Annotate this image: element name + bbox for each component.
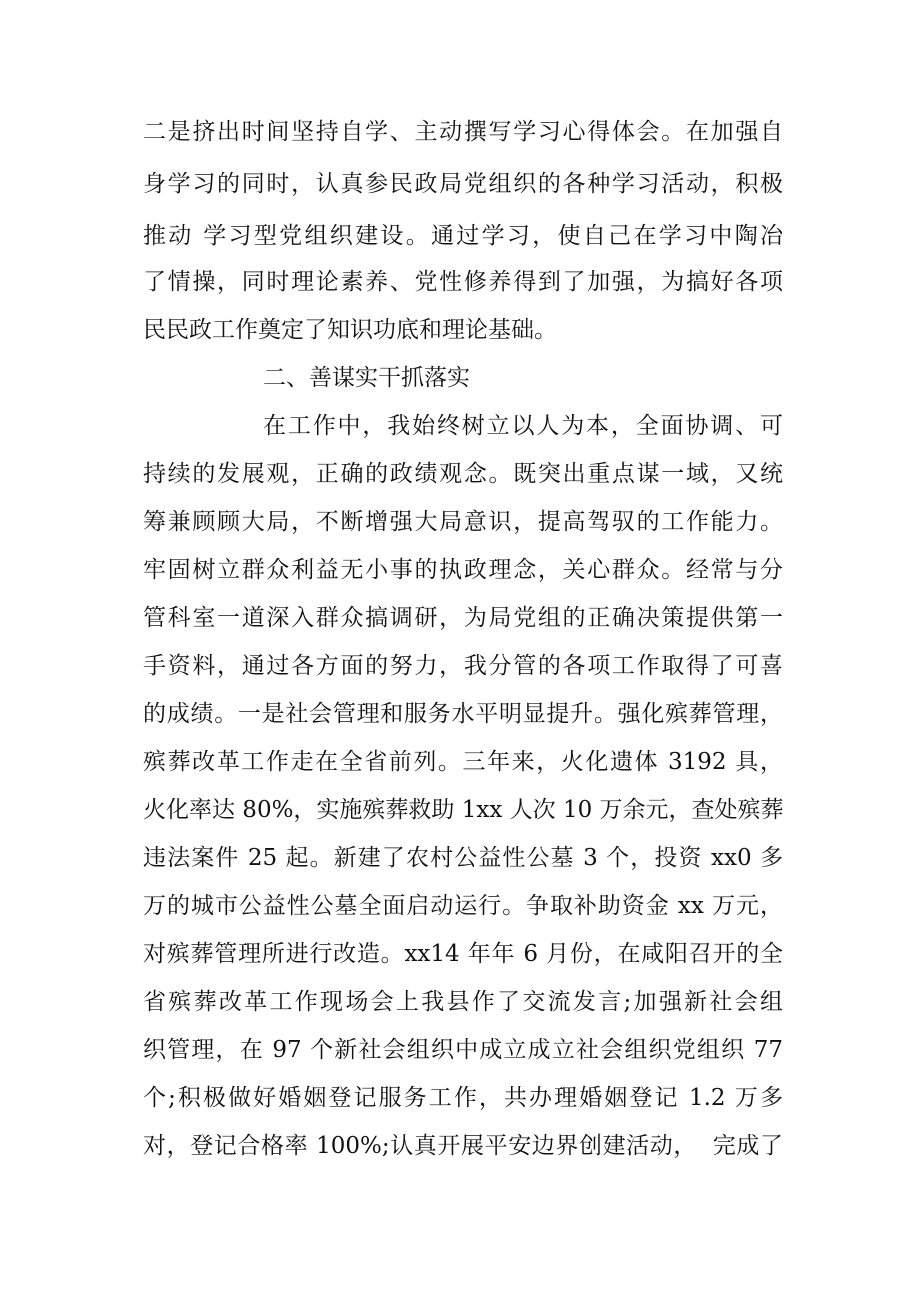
text-line: 手资料，通过各方面的努力，我分管的各项工作取得了可喜 — [143, 653, 783, 679]
text-line: 违法案件 25 起。新建了农村公益性公墓 3 个，投资 xx0 多 — [143, 845, 783, 871]
text-line: 管科室一道深入群众搞调研，为局党组的正确决策提供第一 — [143, 605, 783, 631]
text-line: 持续的发展观，正确的政绩观念。既突出重点谋一域，又统 — [143, 461, 783, 487]
text-line: 对，登记合格率 100%;认真开展平安边界创建活动， 完成了 — [143, 1133, 783, 1159]
text-line: 民民政工作奠定了知识功底和理论基础。 — [143, 317, 557, 343]
text-line: 殡葬改革工作走在全省前列。三年来，火化遗体 3192 具， — [143, 749, 783, 775]
text-line: 了情操，同时理论素养、党性修养得到了加强，为搞好各项 — [143, 269, 783, 295]
text-line: 二是挤出时间坚持自学、主动撰写学习心得体会。在加强自 — [143, 119, 783, 145]
text-line: 火化率达 80%，实施殡葬救助 1xx 人次 10 万余元，查处殡葬 — [143, 797, 784, 823]
text-line: 织管理，在 97 个新社会组织中成立成立社会组织党组织 77 — [143, 1037, 783, 1063]
text-line: 对殡葬管理所进行改造。xx14 年年 6 月份，在咸阳召开的全 — [143, 941, 783, 967]
text-line: 筹兼顾顾大局，不断增强大局意识，提高驾驭的工作能力。 — [143, 509, 783, 535]
text-line: 省殡葬改革工作现场会上我县作了交流发言;加强新社会组 — [143, 989, 783, 1015]
section-heading: 二、善谋实干抓落实 — [263, 365, 470, 391]
text-line: 的成绩。一是社会管理和服务水平明显提升。强化殡葬管理， — [143, 701, 783, 727]
text-line: 万的城市公益性公墓全面启动运行。争取补助资金 xx 万元， — [143, 893, 783, 919]
text-line: 在工作中，我始终树立以人为本，全面协调、可 — [263, 413, 783, 439]
text-line: 牢固树立群众利益无小事的执政理念，关心群众。经常与分 — [143, 557, 783, 583]
text-line: 身学习的同时，认真参民政局党组织的各种学习活动，积极 — [143, 171, 783, 197]
text-line: 个;积极做好婚姻登记服务工作，共办理婚姻登记 1.2 万多 — [143, 1085, 783, 1111]
text-line: 推动 学习型党组织建设。通过学习，使自己在学习中陶冶 — [143, 223, 783, 249]
